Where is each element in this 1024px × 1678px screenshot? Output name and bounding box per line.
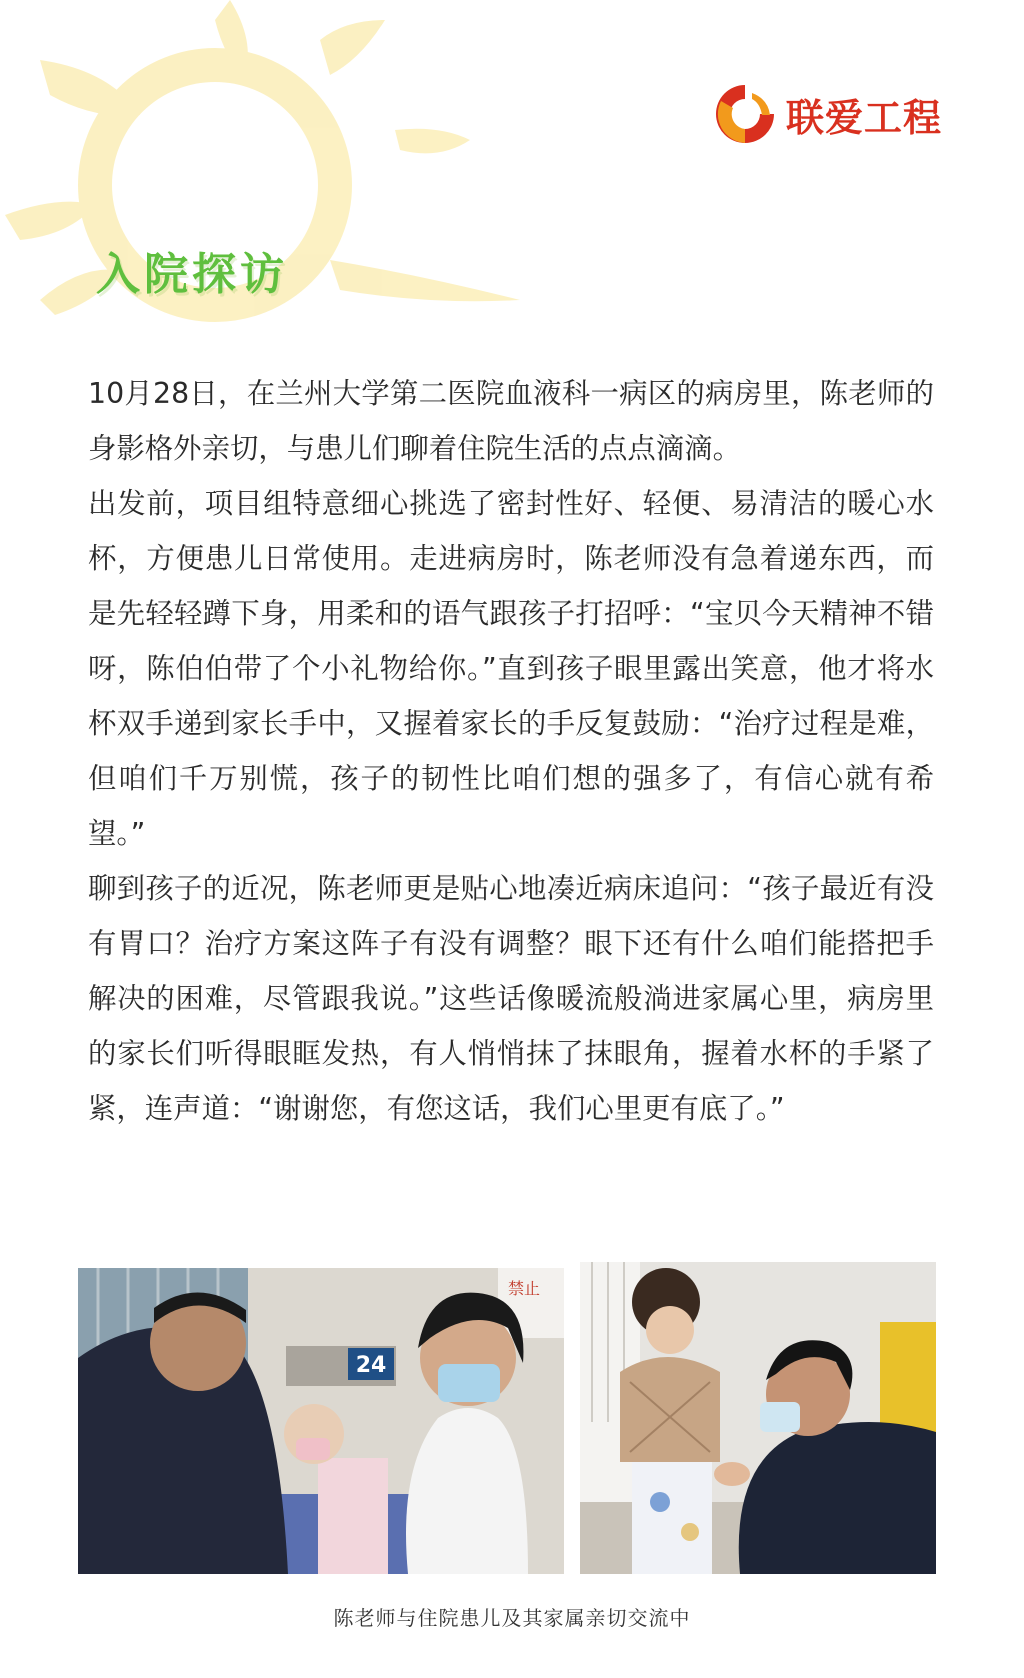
room-number: 24 bbox=[355, 1353, 387, 1378]
article-paragraph: 聊到孩子的近况，陈老师更是贴心地凑近病床追问：“孩子最近有没有胃口？治疗方案这阵子有没有调整？眼下还有什么咱们能搭把手解决的困难，尽管跟我说。”这些话像暖流般淌进家属心里，病房里的家长们听得眼眶发热，有人悄悄抹了抹眼角，握着水杯的手紧了紧，连声道：“谢谢您，有您这话，我们心里更有底了。” bbox=[88, 872, 934, 1125]
photo-hospital-room bbox=[78, 1268, 564, 1574]
article-paragraph: 出发前，项目组特意细心挑选了密封性好、轻便、易清洁的暖心水杯，方便患儿日常使用。走进病房时，陈老师没有急着递东西，而是先轻轻蹲下身，用柔和的语气跟孩子打招呼：“宝贝今天精神不错呀，陈伯伯带了个小礼物给你。”直到孩子眼里露出笑意，他才将水杯双手递到家长手中，又握着家长的手反复鼓励：“治疗过程是难，但咱们千万别慌，孩子的韧性比咱们想的强多了，有信心就有希望。” bbox=[88, 487, 934, 850]
photo-child-visit bbox=[580, 1262, 936, 1574]
article-body bbox=[88, 366, 934, 1136]
photo-caption: 陈老师与住院患儿及其家属亲切交流中 bbox=[333, 1606, 691, 1630]
article-paragraph: 10月28日，在兰州大学第二医院血液科一病区的病房里，陈老师的身影格外亲切，与患儿们聊着住院生活的点点滴滴。 bbox=[88, 377, 934, 465]
brand-logo bbox=[712, 78, 942, 150]
swirl-logo-icon bbox=[712, 81, 778, 147]
section-title: 入院探访 bbox=[96, 249, 288, 300]
brand-name: 联爱工程 bbox=[786, 95, 943, 140]
warning-sign-text: 禁止 bbox=[508, 1279, 541, 1298]
